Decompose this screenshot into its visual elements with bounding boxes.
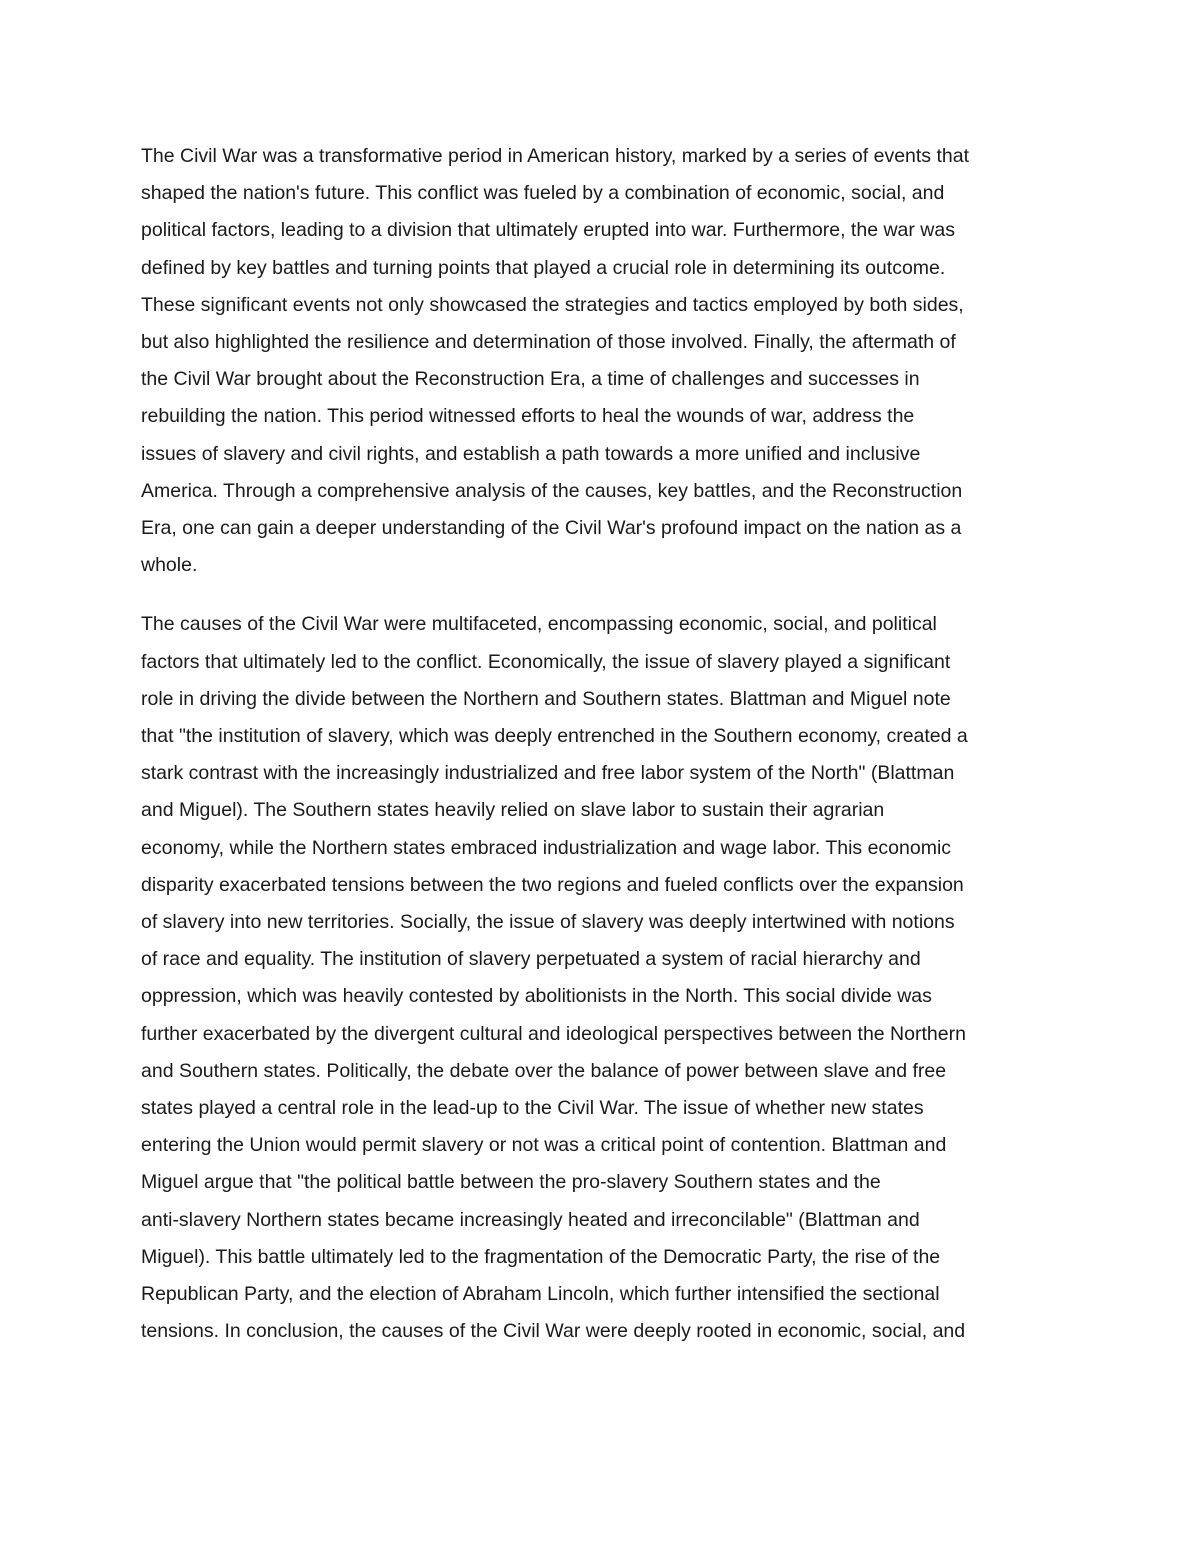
text-line: and Southern states. Politically, the debate over the balance of power between slave and free [141, 1059, 947, 1082]
document-body [141, 138, 1081, 1351]
text-line: issues of slavery and civil rights, and establish a path towards a more unified and inclusive [141, 442, 921, 465]
text-line: entering the Union would permit slavery or not was a critical point of contention. Blattman and [141, 1134, 947, 1157]
text-line: rebuilding the nation. This period witnessed efforts to heal the wounds of war, address the [141, 405, 915, 428]
text-line: role in driving the divide between the Northern and Southern states. Blattman and Miguel note [141, 687, 951, 710]
text-line: disparity exacerbated tensions between the two regions and fueled conflicts over the expansion [141, 873, 964, 896]
text-line: that "the institution of slavery, which was deeply entrenched in the Southern economy, created a [141, 725, 968, 748]
text-line: The causes of the Civil War were multifaceted, encompassing economic, social, and political [141, 613, 937, 636]
text-line: but also highlighted the resilience and determination of those involved. Finally, the aftermath of [141, 331, 956, 354]
text-line: political factors, leading to a division that ultimately erupted into war. Furthermore, the war was [141, 219, 955, 242]
text-line: economy, while the Northern states embraced industrialization and wage labor. This economic [141, 836, 952, 859]
text-line: Republican Party, and the election of Abraham Lincoln, which further intensified the sectional [141, 1283, 940, 1306]
text-line: Miguel). This battle ultimately led to the fragmentation of the Democratic Party, the rise of the [141, 1245, 941, 1268]
text-line: states played a central role in the lead-up to the Civil War. The issue of whether new states [141, 1097, 924, 1120]
text-line: tensions. In conclusion, the causes of the Civil War were deeply rooted in economic, social, and [141, 1320, 966, 1343]
paragraph-introduction [141, 138, 1081, 584]
text-line: oppression, which was heavily contested by abolitionists in the North. This social divide was [141, 985, 932, 1008]
text-line: The Civil War was a transformative period in American history, marked by a series of events that [141, 145, 969, 167]
text-line: defined by key battles and turning points that played a crucial role in determining its outcome. [141, 256, 946, 279]
text-line: of slavery into new territories. Socially, the issue of slavery was deeply intertwined with notions [141, 911, 955, 934]
text-line: Miguel argue that "the political battle between the pro-slavery Southern states and the [141, 1171, 881, 1194]
text-line: anti-slavery Northern states became increasingly heated and irreconcilable" (Blattman and [141, 1208, 920, 1231]
paragraph-causes [141, 606, 1081, 1350]
text-line: further exacerbated by the divergent cultural and ideological perspectives between the Northern [141, 1022, 966, 1045]
text-line: of race and equality. The institution of slavery perpetuated a system of racial hierarchy and [141, 948, 921, 971]
text-line: shaped the nation's future. This conflict was fueled by a combination of economic, social, and [141, 182, 945, 205]
text-line: These significant events not only showcased the strategies and tactics employed by both sides, [141, 293, 964, 316]
text-line: America. Through a comprehensive analysis of the causes, key battles, and the Reconstruction [141, 479, 963, 502]
text-line: factors that ultimately led to the conflict. Economically, the issue of slavery played a significant [141, 650, 951, 673]
text-line: the Civil War brought about the Reconstruction Era, a time of challenges and successes in [141, 368, 920, 391]
text-line: whole. [141, 554, 198, 577]
text-line: stark contrast with the increasingly industrialized and free labor system of the North" (Blattman [141, 762, 955, 785]
text-line: and Miguel). The Southern states heavily relied on slave labor to sustain their agrarian [141, 799, 885, 822]
text-line: Era, one can gain a deeper understanding of the Civil War's profound impact on the nation as a [141, 517, 962, 540]
